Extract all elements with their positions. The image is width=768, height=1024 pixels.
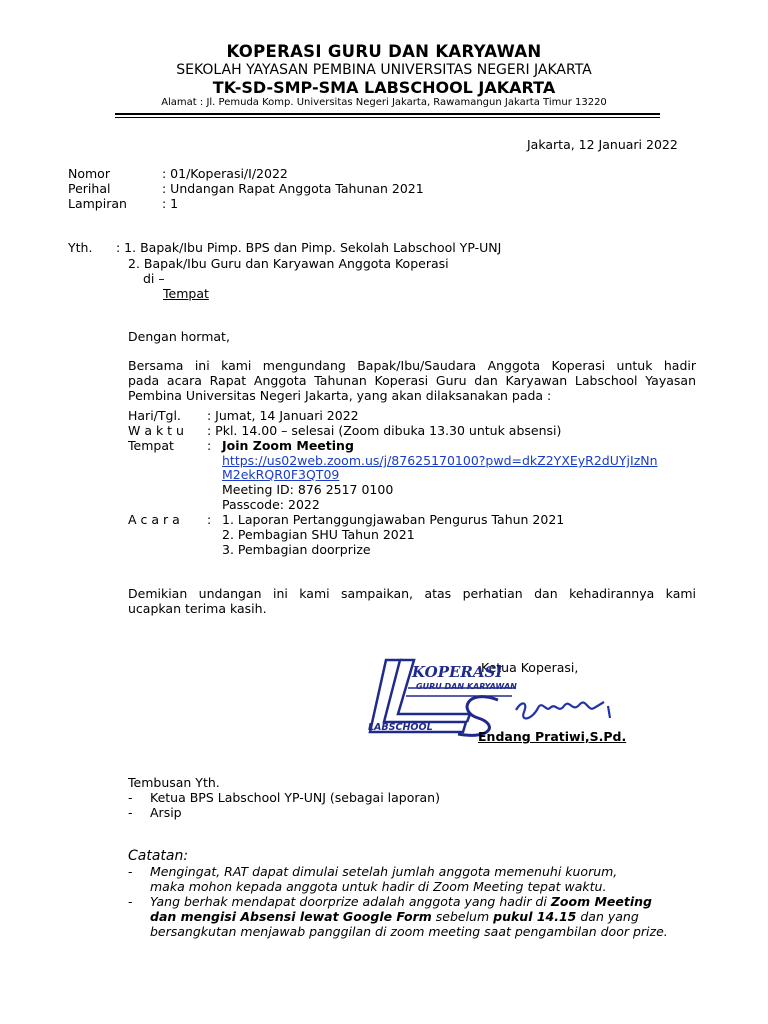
cc-bullet: - — [128, 805, 133, 820]
org-name: KOPERASI GURU DAN KARYAWAN — [226, 42, 542, 61]
acara-item: 1. Laporan Pertanggungjawaban Pengurus Tahun 2021 — [222, 512, 565, 527]
note-1-line-2: maka mohon kepada anggota untuk hadir di Zoom Meeting tepat waktu. — [150, 879, 607, 894]
note-2-text-d: sebelum — [431, 909, 494, 924]
stamp-subtitle: GURU DAN KARYAWAN — [416, 682, 517, 691]
acara-label: A c a r a — [128, 512, 180, 527]
signature-role: Ketua Koperasi, — [481, 660, 579, 675]
note-2-time: pukul 14.15 — [493, 909, 577, 924]
cc-item: Ketua BPS Labschool YP-UNJ (sebagai laporan) — [150, 790, 440, 805]
signatory-name: Endang Pratiwi,S.Pd. — [478, 729, 627, 744]
zoom-title: Join Zoom Meeting — [222, 438, 354, 453]
acara-item: 3. Pembagian doorprize — [222, 542, 371, 557]
zoom-link-line-1[interactable]: https://us02web.zoom.us/j/87625170100?pwd=dkZ2YXEyR2dUYjIzNn — [222, 453, 658, 468]
recipient-line-2: 2. Bapak/Ibu Guru dan Karyawan Anggota Koperasi — [128, 256, 449, 271]
intro-line-1: Bersama ini kami mengundang Bapak/Ibu/Saudara Anggota Koperasi untuk hadir — [128, 358, 696, 373]
note-2-text-a: Yang berhak mendapat doorprize adalah anggota yang hadir di — [150, 894, 551, 909]
note-2-line-2 — [150, 909, 639, 924]
perihal-label: Perihal — [68, 181, 111, 196]
recipient-place: Tempat — [163, 286, 209, 301]
intro-line-2: pada acara Rapat Anggota Tahunan Koperasi Guru dan Karyawan Labschool Yayasan — [128, 373, 696, 388]
note-2-line-3: bersangkutan menjawab panggilan di zoom meeting saat pengambilan door prize. — [150, 924, 668, 939]
perihal-value: : Undangan Rapat Anggota Tahunan 2021 — [162, 181, 424, 196]
recipient-label: Yth. — [68, 240, 93, 255]
notes-title: Catatan: — [128, 848, 189, 864]
note-bullet: - — [128, 894, 133, 909]
note-2-line-1 — [150, 894, 652, 909]
greeting: Dengan hormat, — [128, 329, 230, 344]
stamp-title: KOPERASI — [412, 663, 503, 681]
hari-value: : Jumat, 14 Januari 2022 — [207, 408, 359, 423]
recipient-line-3: di – — [143, 271, 165, 286]
closing-line-1: Demikian undangan ini kami sampaikan, atas perhatian dan kehadirannya kami — [128, 586, 696, 601]
stamp-bottom-text: LABSCHOOL — [368, 722, 433, 733]
header-rule-thick — [115, 113, 660, 115]
note-1-line-1: Mengingat, RAT dapat dimulai setelah jumlah anggota memenuhi kuorum, — [150, 864, 618, 879]
hari-label: Hari/Tgl. — [128, 408, 181, 423]
nomor-label: Nomor — [68, 166, 110, 181]
cc-bullet: - — [128, 790, 133, 805]
acara-colon: : — [207, 512, 212, 527]
school-units: TK-SD-SMP-SMA LABSCHOOL JAKARTA — [212, 78, 556, 97]
meeting-id: Meeting ID: 876 2517 0100 — [222, 482, 394, 497]
recipient-line-1: : 1. Bapak/Ibu Pimp. BPS dan Pimp. Sekolah Labschool YP-UNJ — [116, 240, 502, 255]
waktu-label: W a k t u — [128, 423, 184, 438]
lampiran-value: : 1 — [162, 196, 179, 211]
intro-line-3: Pembina Universitas Negeri Jakarta, yang akan dilaksanakan pada : — [128, 388, 552, 403]
passcode: Passcode: 2022 — [222, 497, 320, 512]
cc-title: Tembusan Yth. — [128, 775, 220, 790]
address: Alamat : Jl. Pemuda Komp. Universitas Negeri Jakarta, Rawamangun Jakarta Timur 13220 — [161, 97, 607, 108]
note-2-text-f: dan yang — [576, 909, 639, 924]
closing-line-2: ucapkan terima kasih. — [128, 601, 267, 616]
cc-item: Arsip — [150, 805, 182, 820]
zoom-link-line-2[interactable]: M2ekRQR0F3QT09 — [222, 467, 340, 482]
header-rule-thin — [115, 117, 660, 118]
note-bullet: - — [128, 864, 133, 879]
school-name: SEKOLAH YAYASAN PEMBINA UNIVERSITAS NEGERI JAKARTA — [176, 62, 592, 78]
tempat-colon: : — [207, 438, 212, 453]
acara-item: 2. Pembagian SHU Tahun 2021 — [222, 527, 415, 542]
lampiran-label: Lampiran — [68, 196, 127, 211]
note-2-absensi: dan mengisi Absensi lewat Google Form — [150, 909, 432, 924]
tempat-label: Tempat — [128, 438, 174, 453]
nomor-value: : 01/Koperasi/I/2022 — [162, 166, 288, 181]
waktu-value: : Pkl. 14.00 – selesai (Zoom dibuka 13.30 untuk absensi) — [207, 423, 562, 438]
note-2-zoom: Zoom Meeting — [550, 894, 652, 909]
letter-date: Jakarta, 12 Januari 2022 — [527, 137, 678, 152]
